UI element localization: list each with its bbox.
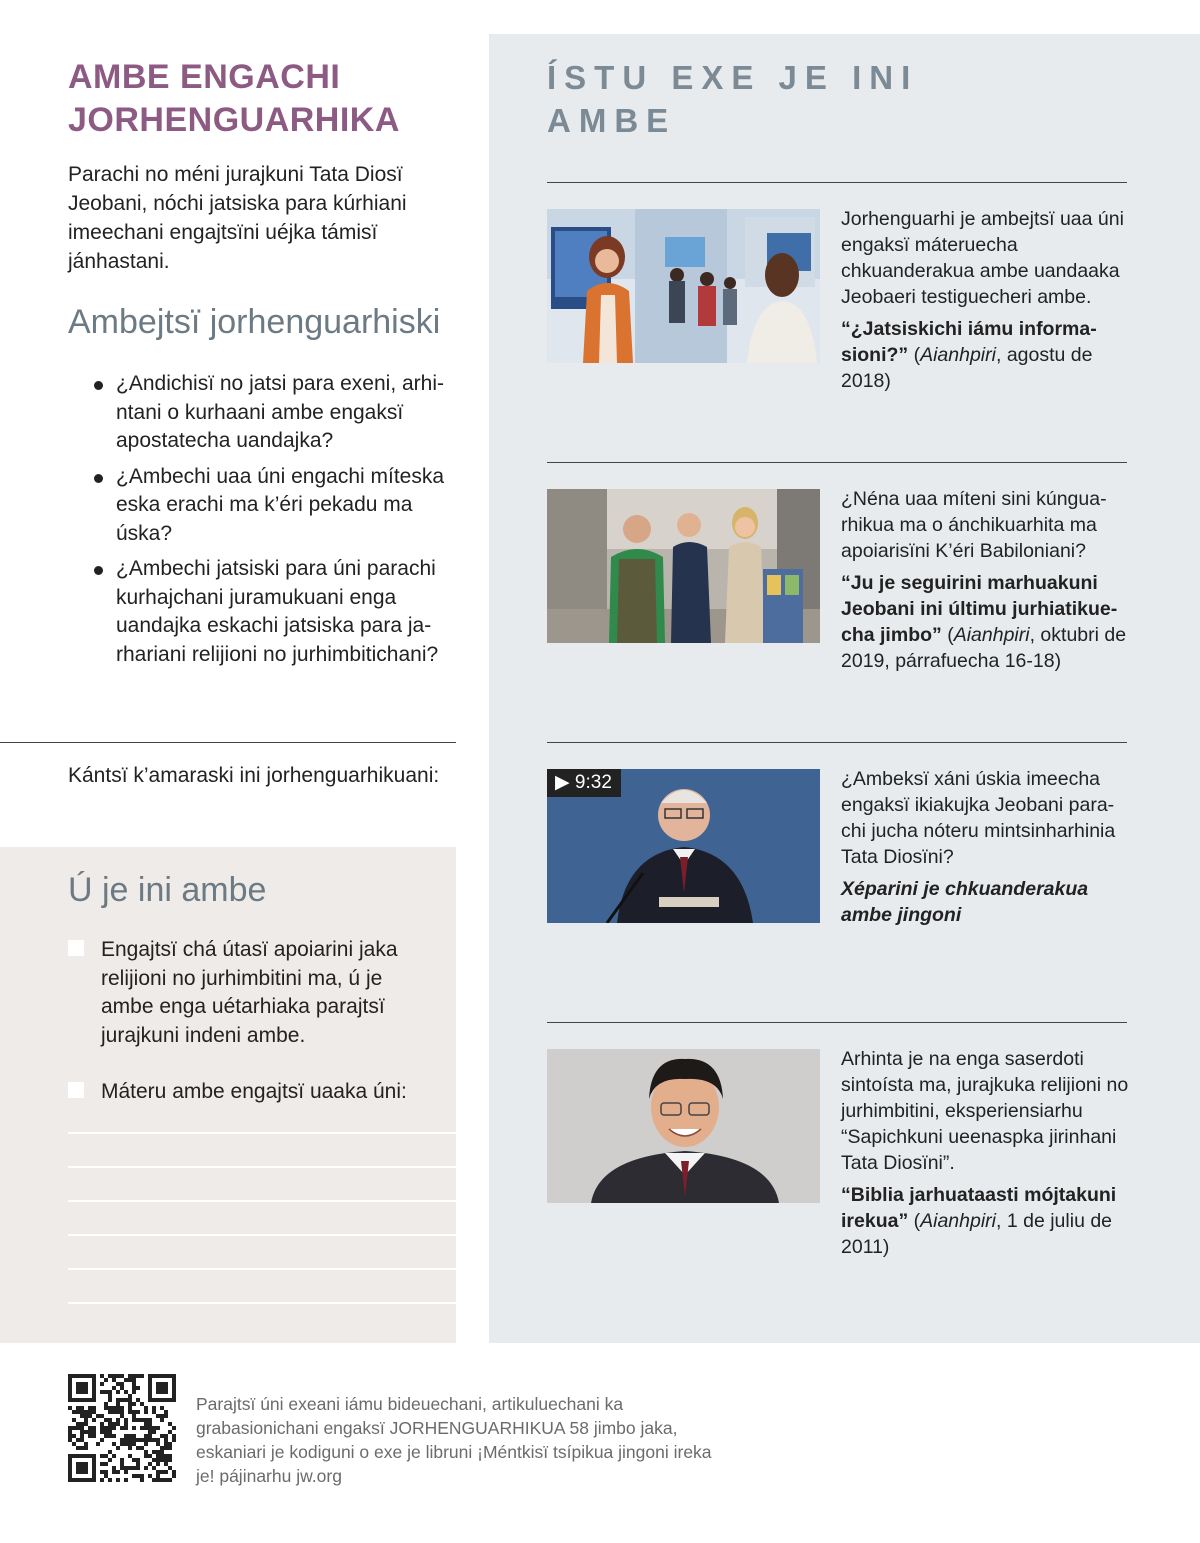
speaker-video-image[interactable]	[547, 769, 820, 923]
review-question: ¿Ambechi jatsiski para úni parachi kurhajchani juramukuani enga uandajka eskachi jatsiska para jarhariani relijioni no jurhimbitichani?	[92, 555, 457, 669]
action-item-text: Engajtsï chá útasï apoiarini jaka relijioni no jurhimbitini ma, ú je ambe enga uétarhiaka parajtsï jurajkuni indeni ambe.	[101, 938, 398, 1047]
resource-reference-source: (Aianhpiri, 1 de juliu de 2011)	[841, 1210, 1113, 1258]
resource-reference[interactable]	[841, 1182, 1131, 1260]
explore-title: ÍSTU EXE JE INI AMBE	[547, 59, 919, 139]
video-duration: 9:32	[574, 772, 612, 793]
divider	[547, 462, 1127, 463]
resource-text	[841, 766, 1131, 928]
resource-reference-title[interactable]: “¿Jatsiskichi iámu informasioni?”	[841, 318, 1097, 366]
divider	[547, 1022, 1127, 1023]
play-icon: ▶	[555, 772, 570, 793]
write-line[interactable]	[68, 1302, 456, 1304]
action-title: Ú je ini ambe	[68, 871, 267, 909]
write-line[interactable]	[68, 1166, 456, 1168]
resource-reference[interactable]	[841, 876, 1131, 928]
review-question: ¿Ambechi uaa úni engachi míteska eska erachi ma k’éri pekadu ma úska?	[92, 463, 457, 549]
resource-reference-source: (Aianhpiri, agostu de 2018)	[841, 344, 1093, 392]
notes-label: Kántsï k’amaraski ini jorhenguarhikuani:	[68, 764, 440, 787]
write-line[interactable]	[68, 1234, 456, 1236]
resource-reference-source: (Aianhpiri, oktubri de 2019, párrafuecha 16-18)	[841, 624, 1127, 672]
review-question: ¿Andichisï no jatsi para exeni, arhintani o kurhaani ambe engaksï apostatecha uandajka?	[92, 370, 457, 456]
resource-description: ¿Néna uaa míteni sini kúnguarhikua ma o ánchikuarhita ma apoiarisïni K’éri Babiloniani?	[841, 488, 1107, 562]
video-duration-badge	[547, 769, 621, 797]
summary-title: AMBE ENGACHI JORHENGUARHIKA	[68, 58, 400, 139]
resource-reference-title[interactable]: “Biblia jarhuataasti mójtakuni irekua”	[841, 1184, 1117, 1232]
divider	[0, 742, 456, 743]
qr-code-icon[interactable]	[68, 1374, 176, 1482]
resource-description: Arhinta je na enga saserdoti sintoísta ma, jurajkuka relijioni no jurhimbitini, eksperiensiarhu “Sapichkuni ueenaspka jirinhani Tata Diosïni”.	[841, 1048, 1129, 1174]
people-with-phones-image[interactable]	[547, 209, 820, 363]
resource-text	[841, 1046, 1131, 1260]
write-line[interactable]	[68, 1268, 456, 1270]
resource-reference[interactable]	[841, 316, 1131, 394]
action-item-text: Máteru ambe engajtsï uaaka úni:	[101, 1080, 407, 1103]
resource-reference-title[interactable]: “Ju je seguirini marhuakuni Jeobani ini últimu jurhiatikuecha jimbo”	[841, 572, 1118, 646]
footer-text: Parajtsï úni exeani iámu bideuechani, artikuluechani ka grabasionichani engaksï JORHENGUARHIKUA 58 jimbo jaka, eskaniari je kodiguni o exe je libruni ¡Méntkisï tsípikua jingoni ireka je! pájinarhu jw.org	[196, 1394, 712, 1486]
man-portrait-image[interactable]	[547, 1049, 820, 1203]
write-line[interactable]	[68, 1200, 456, 1202]
review-question-list	[92, 370, 457, 676]
resource-reference-title[interactable]: Xéparini je chkuanderakua ambe jingoni	[841, 878, 1089, 926]
resource-description: Jorhenguarhi je ambejtsï uaa úni engaksï máteruecha chkuanderakua ambe uandaaka Jeobaeri testiguecheri ambe.	[841, 208, 1124, 308]
street-witnessing-image[interactable]	[547, 489, 820, 643]
action-checklist-item	[68, 936, 438, 1050]
checkbox[interactable]	[68, 940, 84, 956]
divider	[547, 182, 1127, 183]
checkbox[interactable]	[68, 1082, 84, 1098]
resource-text	[841, 206, 1131, 394]
resource-text	[841, 486, 1131, 674]
divider	[547, 742, 1127, 743]
summary-intro: Parachi no méni jurajkuni Tata Diosï Jeobani, nóchi jatsiska para kúrhiani imeechani engajtsïni uéjka támisï jánhastani.	[68, 163, 407, 273]
write-line[interactable]	[68, 1132, 456, 1134]
review-title: Ambejtsï jorhenguarhiski	[68, 303, 441, 341]
action-checklist-item	[68, 1078, 438, 1107]
resource-description: ¿Ambeksï xáni úskia imeecha engaksï ikiakujka Jeobani parachi jucha nóteru mintsinharhinia Tata Diosïni?	[841, 768, 1116, 868]
resource-reference[interactable]	[841, 570, 1131, 674]
